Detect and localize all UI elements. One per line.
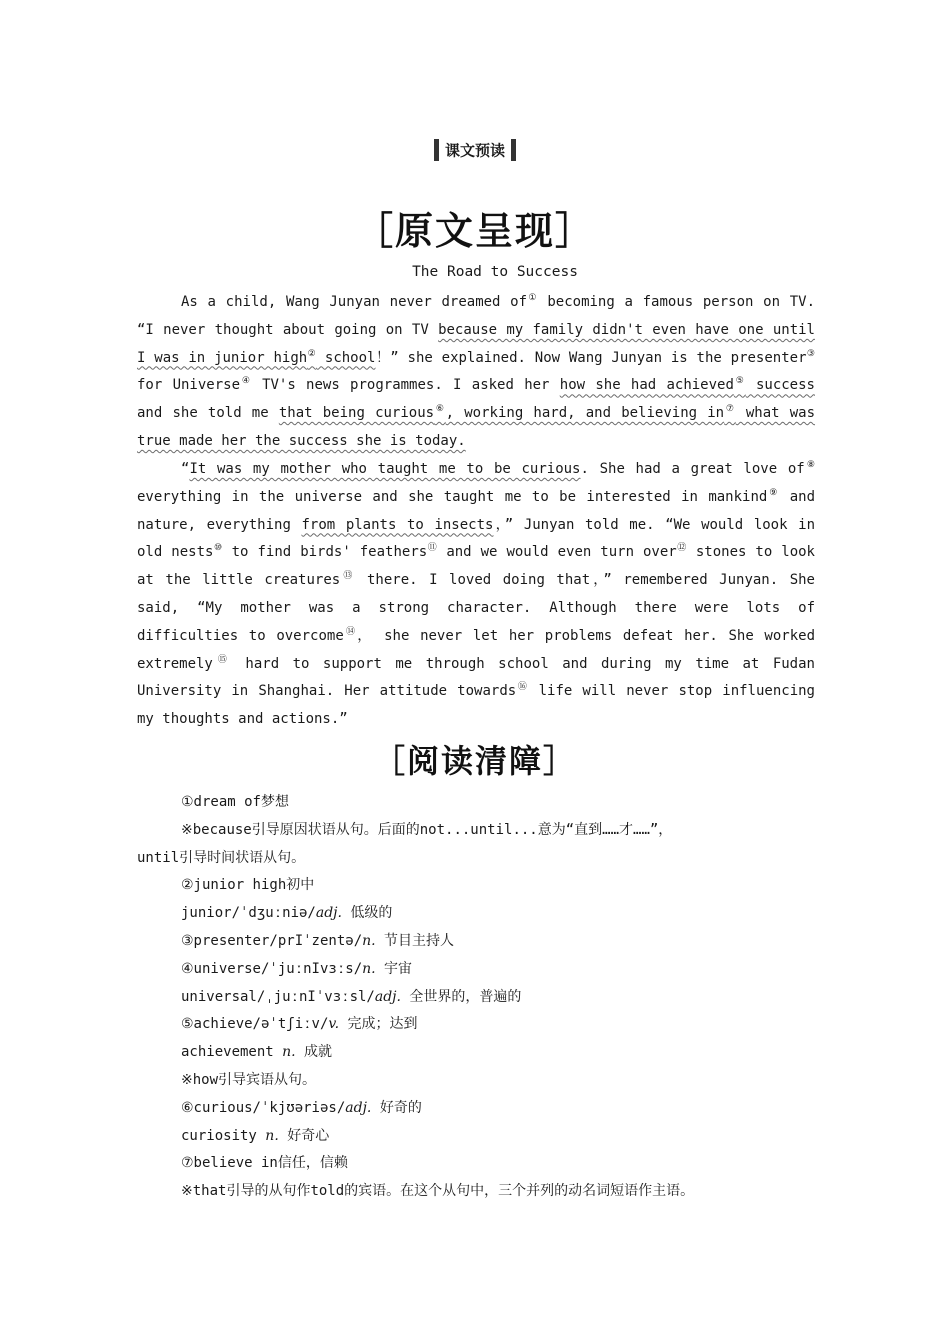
text-run: ，” Junyan told me. “We would look in old nests	[137, 516, 815, 561]
heading-original-text: ［原文呈现］	[354, 209, 595, 253]
note-meaning: 完成；达到	[339, 1016, 418, 1033]
note-marker: ⑯	[516, 682, 529, 693]
note-marker: ⑭	[343, 626, 358, 637]
text-run: there. I loved doing that，” remembered Junyan. She said, “My mother was a strong character. Although there were lots of difficulties to overcome	[137, 572, 815, 644]
note-word: curiosity	[181, 1127, 266, 1144]
note-marker: ⑥	[434, 404, 446, 415]
paragraph-2	[137, 456, 815, 734]
note-line: ※because引导原因状语从句。后面的not...until...意为“直到……才……”，	[181, 821, 673, 838]
text-run: success	[745, 377, 815, 394]
part-of-speech: n.	[265, 1127, 279, 1144]
note-line: until引导时间状语从句。	[137, 849, 306, 866]
note-marker: ⑬	[340, 571, 356, 582]
note-line: ⑦believe in信任，信赖	[181, 1155, 348, 1172]
note-line: ※that引导的从句作told的宾语。在这个从句中，三个并列的动名词短语作主语。	[181, 1183, 695, 1200]
heading-reading-notes: ［阅读清障］	[372, 742, 577, 780]
text-run: because my family didn't even have one until I was in junior high	[137, 321, 815, 366]
part-of-speech: v.	[328, 1016, 340, 1033]
note-marker: ⑧	[804, 460, 815, 470]
text-run: “	[181, 461, 190, 477]
text-run: hard to support me through school and during my time at Fudan University in Shanghai. Her attitude towards	[137, 655, 815, 700]
note-line: ①dream of梦想	[181, 794, 289, 810]
text-run: what was true made her the success she is today.	[137, 405, 816, 449]
article-title: The Road to Success	[412, 264, 578, 280]
note-word: universal/ˌjuːnIˈvɜːsl/	[181, 988, 375, 1005]
text-run: . She had a great love of	[580, 461, 805, 477]
text-run: ， she never let her problems defeat her. She worked extremely	[137, 627, 815, 672]
note-marker: ②	[307, 348, 317, 359]
note-marker: ⑮	[212, 654, 232, 665]
text-run: and nature, everything	[137, 488, 815, 533]
text-run: ！” she explained. Now Wang Junyan is the presenter	[375, 349, 807, 366]
text-run: to find birds' feathers	[222, 544, 428, 561]
note-marker: ④	[240, 376, 252, 387]
note-line	[137, 1123, 827, 1151]
tag-bar-right	[511, 139, 516, 161]
text-run: for Universe	[137, 377, 240, 394]
note-word: ⑥curious/ˈkjʊəriəs/	[181, 1099, 346, 1116]
part-of-speech: adj.	[374, 988, 401, 1005]
paragraph-1	[137, 289, 815, 456]
note-word: junior/ˈdʒuːniə/	[181, 905, 316, 922]
tag-bar-left	[434, 139, 439, 161]
note-meaning: 好奇的	[371, 1099, 422, 1116]
note-line	[137, 1095, 827, 1123]
note-line	[137, 956, 827, 984]
text-run: how she had achieved	[559, 377, 734, 394]
text-run: that being curious	[278, 405, 435, 422]
note-marker: ⑨	[767, 487, 780, 498]
text-run: becoming a famous person on TV. “I never thought about going on TV	[137, 294, 815, 338]
note-marker: ⑪	[427, 543, 438, 554]
text-run: life will never stop influencing my thoughts and actions.”	[137, 683, 815, 728]
note-meaning: 全世界的，普遍的	[400, 988, 522, 1005]
note-meaning: 成就	[295, 1044, 333, 1061]
note-marker: ⑦	[724, 404, 736, 415]
note-meaning: 节目主持人	[375, 932, 455, 949]
note-line	[137, 1039, 827, 1067]
note-word: achievement	[181, 1044, 283, 1061]
note-line	[137, 928, 827, 956]
note-meaning: 好奇心	[278, 1127, 330, 1144]
note-line	[137, 1011, 827, 1039]
note-line	[137, 900, 827, 928]
part-of-speech: n.	[362, 932, 376, 949]
part-of-speech: adj.	[345, 1099, 372, 1116]
note-word: ④universe/ˈjuːnIvɜːs/	[181, 960, 363, 977]
note-line	[137, 984, 827, 1012]
note-line: ※how引导宾语从句。	[181, 1071, 317, 1088]
wavy-underline-phrase: from plants to insects	[301, 516, 494, 533]
text-run: , working hard, and believing in	[445, 405, 725, 422]
note-word: ⑤achieve/əˈtʃiːv/	[181, 1016, 329, 1033]
note-marker: ③	[806, 348, 815, 359]
wavy-underline-phrase	[560, 377, 815, 393]
note-meaning: 宇宙	[375, 960, 413, 977]
vocabulary-notes	[137, 789, 827, 1206]
part-of-speech: n.	[282, 1044, 296, 1061]
text-run: everything in the universe and she taught me to be interested in mankind	[137, 488, 768, 505]
part-of-speech: adj.	[315, 905, 342, 922]
text-run: and we would even turn over	[437, 544, 677, 561]
note-marker: ⑩	[213, 543, 223, 554]
note-marker: ⑤	[733, 376, 746, 387]
note-marker: ①	[527, 293, 538, 303]
part-of-speech: n.	[362, 960, 376, 977]
text-run: stones to look at the little creatures	[137, 544, 815, 589]
wavy-underline-phrase: It was my mother who taught me to be curious	[189, 461, 581, 477]
section-tag-label: 课文预读	[444, 141, 505, 160]
note-meaning: 低级的	[341, 905, 393, 922]
text-run: school	[316, 349, 376, 366]
note-line: ②junior high初中	[181, 877, 315, 894]
text-run: and she told me	[137, 405, 279, 422]
section-tag	[0, 139, 950, 161]
text-run: As a child, Wang Junyan never dreamed of	[181, 294, 528, 310]
note-word: ③presenter/prIˈzentə/	[181, 932, 363, 949]
note-marker: ⑫	[676, 543, 687, 554]
text-run: TV's news programmes. I asked her	[251, 377, 560, 394]
